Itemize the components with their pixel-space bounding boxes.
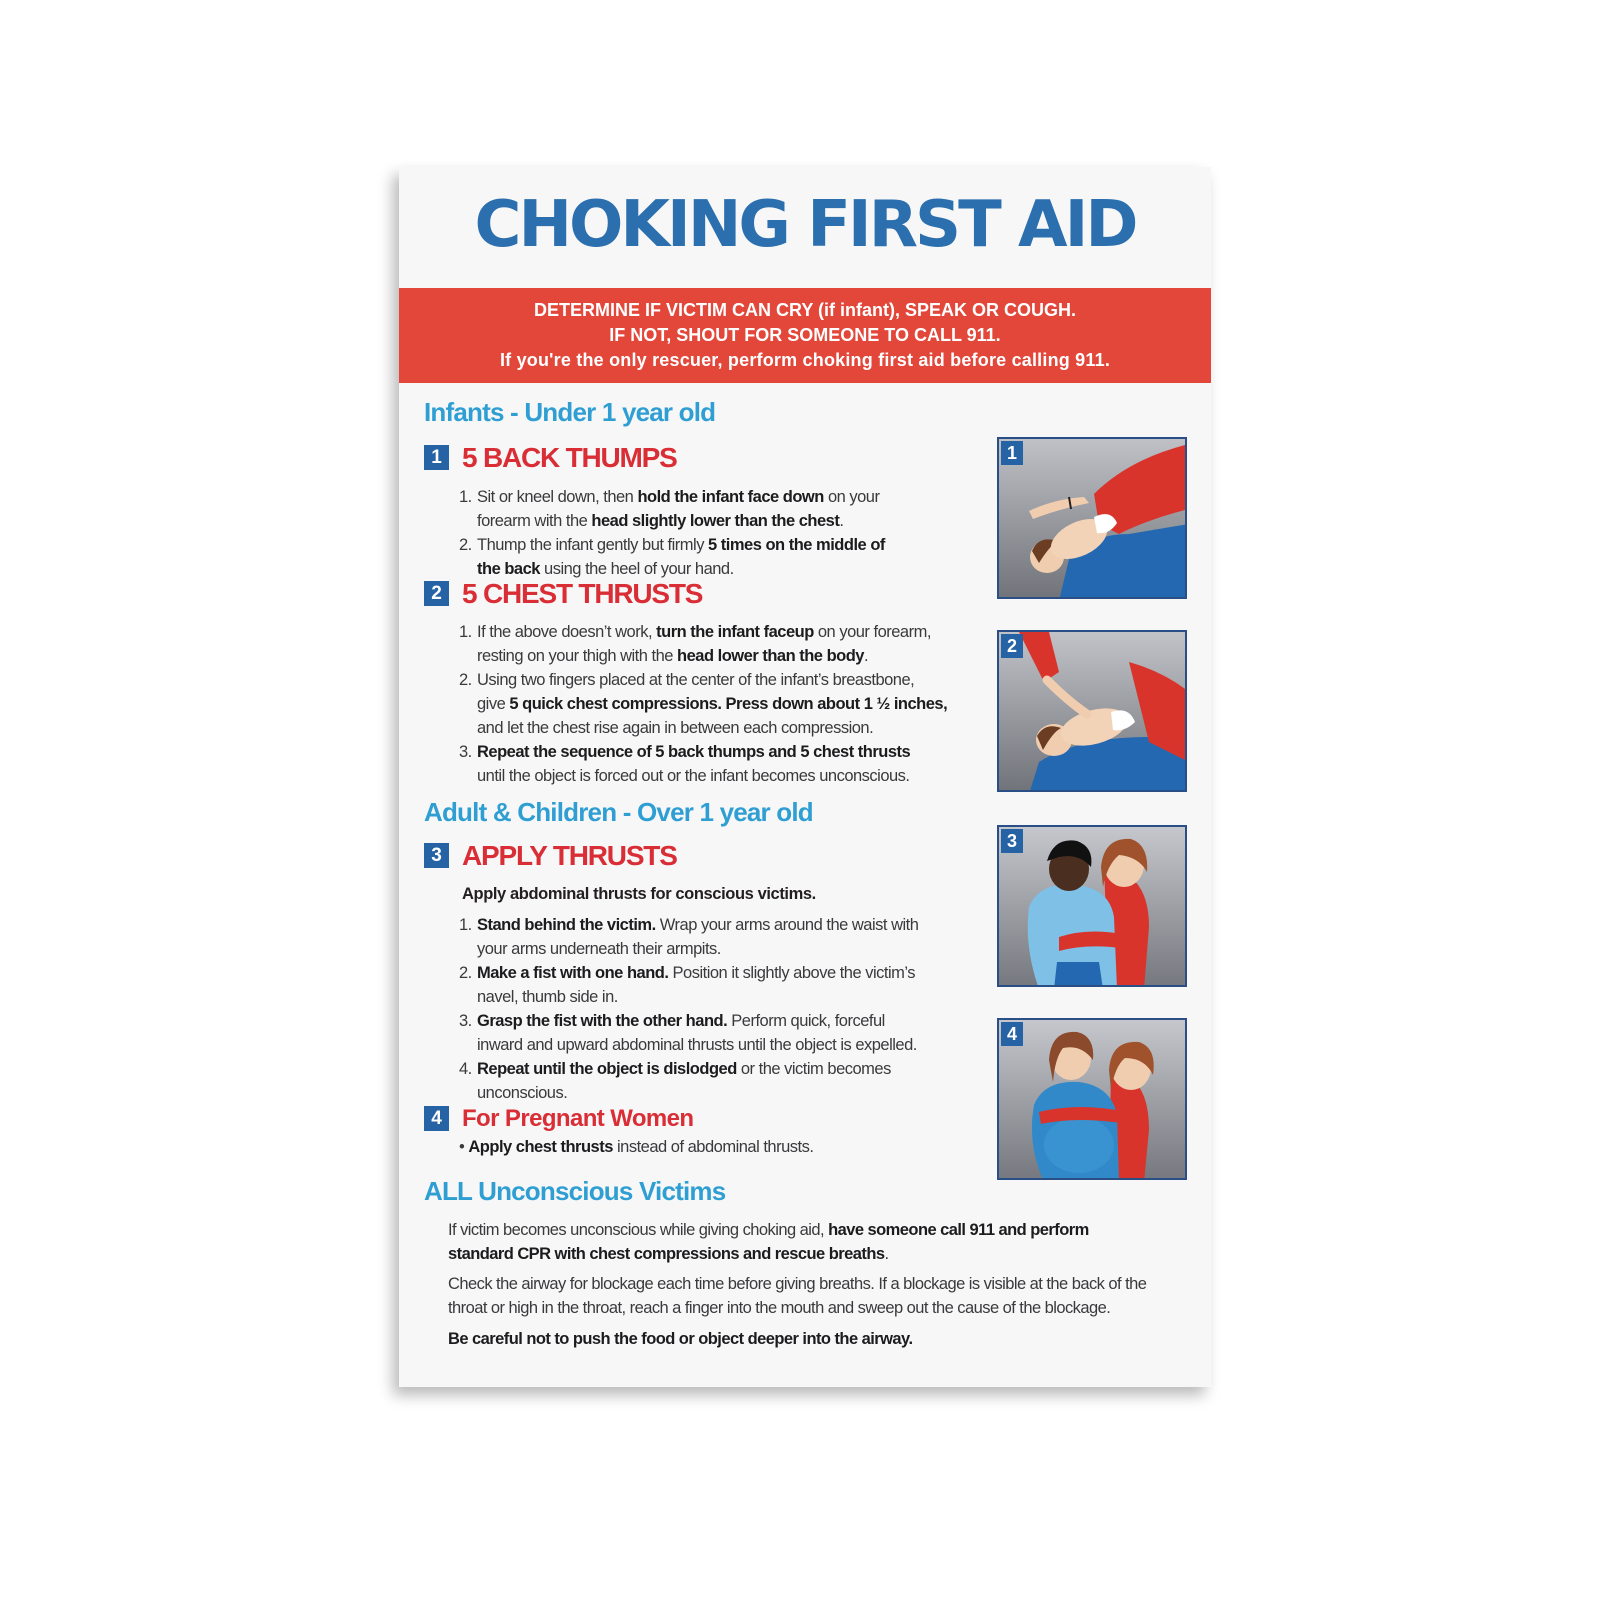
list-item: 1. If the above doesn’t work, turn the infant faceup on your forearm, resting on your thigh with the head lower than the body. [459,623,931,665]
illustration-number: 3 [1001,829,1023,853]
illustration-number: 2 [1001,634,1023,658]
illustration-number: 4 [1001,1022,1023,1046]
list-item: 3. Repeat the sequence of 5 back thumps and 5 chest thrusts until the object is forced out or the infant becomes unconscious. [459,743,911,785]
step-number-badge: 1 [424,445,449,470]
section-heading-infants: Infants - Under 1 year old [424,397,716,427]
list-item: 2. Using two fingers placed at the center of the infant’s breastbone, give 5 quick chest compressions. Press down about 1 ½ inches, and let the chest rise again in between each compression. [459,671,948,737]
step-number-badge: 2 [424,581,449,606]
step-title: APPLY THRUSTS [462,840,677,871]
list-item: 2. Make a fist with one hand. Position it slightly above the victim’s navel, thumb side in. [459,964,916,1006]
list-item: 3. Grasp the fist with the other hand. Perform quick, forceful inward and upward abdominal thrusts until the object is expelled. [459,1012,917,1054]
list-item: 4. Repeat until the object is dislodged or the victim becomes unconscious. [459,1060,891,1102]
step-title: 5 CHEST THRUSTS [462,578,703,609]
step-number-badge: 3 [424,843,449,868]
pregnant-thrusts-drawing [999,1020,1187,1180]
illustration-abdominal-thrusts [997,825,1187,987]
apply-thrusts-lead: Apply abdominal thrusts for conscious victims. [462,885,816,903]
section-heading-unconscious: ALL Unconscious Victims [424,1176,726,1206]
step-number-badge: 4 [424,1106,449,1131]
pregnant-women-note: • Apply chest thrusts instead of abdominal thrusts. [459,1138,814,1156]
banner-line-3: If you're the only rescuer, perform choking first aid before calling 911. [499,350,1111,370]
banner-line-2: IF NOT, SHOUT FOR SOMEONE TO CALL 911. [609,325,1001,345]
poster [399,167,1211,1387]
list-item: 1. Stand behind the victim. Wrap your arms around the waist with your arms underneath their armpits. [459,916,919,958]
unconscious-paragraph-2: Check the airway for blockage each time before giving breaths. If a blockage is visible at the back of the throat or high in the throat, reach a finger into the mouth and sweep out the cause of the blockage. [448,1275,1147,1317]
step-title: 5 BACK THUMPS [462,442,677,473]
chest-thrusts-drawing [999,632,1187,792]
warning-banner [399,288,1211,383]
unconscious-paragraph-3: Be careful not to push the food or object deeper into the airway. [448,1330,913,1348]
illustration-pregnant-thrusts [997,1018,1187,1180]
illustration-back-thumps [997,437,1187,599]
list-item: 2. Thump the infant gently but firmly 5 times on the middle of the back using the heel of your hand. [459,536,885,578]
unconscious-paragraph-1: If victim becomes unconscious while giving choking aid, have someone call 911 and perform standard CPR with chest compressions and rescue breaths. [448,1221,1089,1263]
back-thumps-list [459,485,885,581]
poster-title: CHOKING FIRST AID [474,188,1136,262]
step-title: For Pregnant Women [462,1105,694,1132]
apply-thrusts-list [459,913,918,1105]
illustration-number: 1 [1001,441,1023,465]
section-heading-adults: Adult & Children - Over 1 year old [424,797,813,827]
chest-thrusts-list [459,620,947,788]
abdominal-thrusts-drawing [999,827,1187,987]
back-thumps-drawing [999,439,1187,599]
list-item: 1. Sit or kneel down, then hold the infant face down on your forearm with the head slightly lower than the chest. [459,488,880,530]
illustration-chest-thrusts [997,630,1187,792]
banner-line-1: DETERMINE IF VICTIM CAN CRY (if infant), SPEAK OR COUGH. [533,300,1076,320]
